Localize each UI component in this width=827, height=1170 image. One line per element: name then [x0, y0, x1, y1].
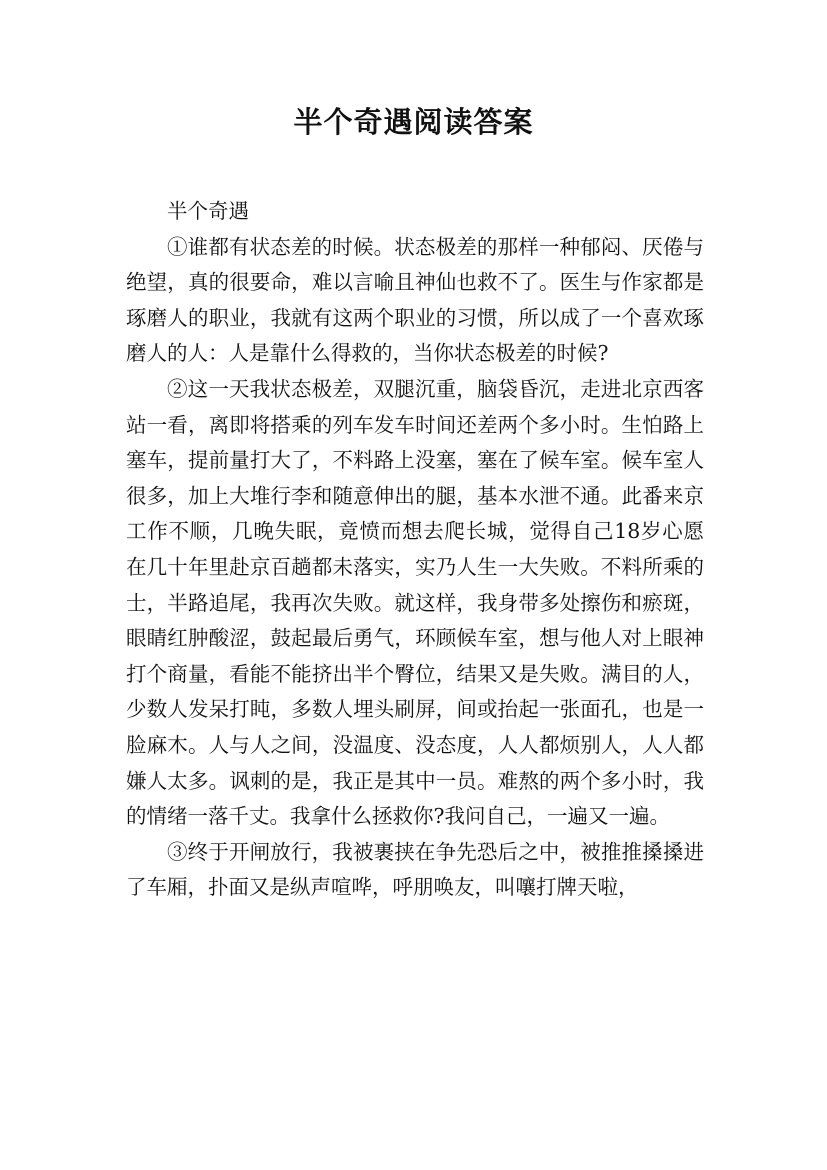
document-title: 半个奇遇阅读答案 [293, 105, 534, 139]
article-heading: 半个奇遇 [167, 199, 249, 223]
article-body [126, 194, 704, 906]
paragraph-3: ③终于开闸放行，我被裹挟在争先恐后之中，被推推搡搡进了车厢，扑面又是纵声喧哗，呼朋唤友，叫嚷打牌天啦， [126, 839, 704, 900]
paragraph-2: ②这一天我状态极差，双腿沉重，脑袋昏沉，走进北京西客站一看，离即将搭乘的列车发车时间还差两个多小时。生怕路上塞车，提前量打大了，不料路上没塞，塞在了候车室。候车室人很多，加上大堆行李和随意伸出的腿，基本水泄不通。此番来京工作不顺，几晚失眠，竟愤而想去爬长城，觉得自己18岁心愿在几十年里赴京百趟都未落实，实乃人生一大失败。不料所乘的士，半路追尾，我再次失败。就这样，我身带多处擦伤和瘀斑，眼睛红肿酸涩，鼓起最后勇气，环顾候车室，想与他人对上眼神打个商量，看能不能挤出半个臀位，结果又是失败。满目的人，少数人发呆打盹，多数人埋头刷屏，间或抬起一张面孔，也是一脸麻木。人与人之间，没温度、没态度，人人都烦别人，人人都嫌人太多。讽刺的是，我正是其中一员。难熬的两个多小时，我的情绪一落千丈。我拿什么拯救你?我问自己，一遍又一遍。 [126, 376, 704, 829]
paragraph-1: ①谁都有状态差的时候。状态极差的那样一种郁闷、厌倦与绝望，真的很要命，难以言喻且神仙也救不了。医生与作家都是琢磨人的职业，我就有这两个职业的习惯，所以成了一个喜欢琢磨人的人：人是靠什么得救的，当你状态极差的时候? [126, 234, 704, 366]
